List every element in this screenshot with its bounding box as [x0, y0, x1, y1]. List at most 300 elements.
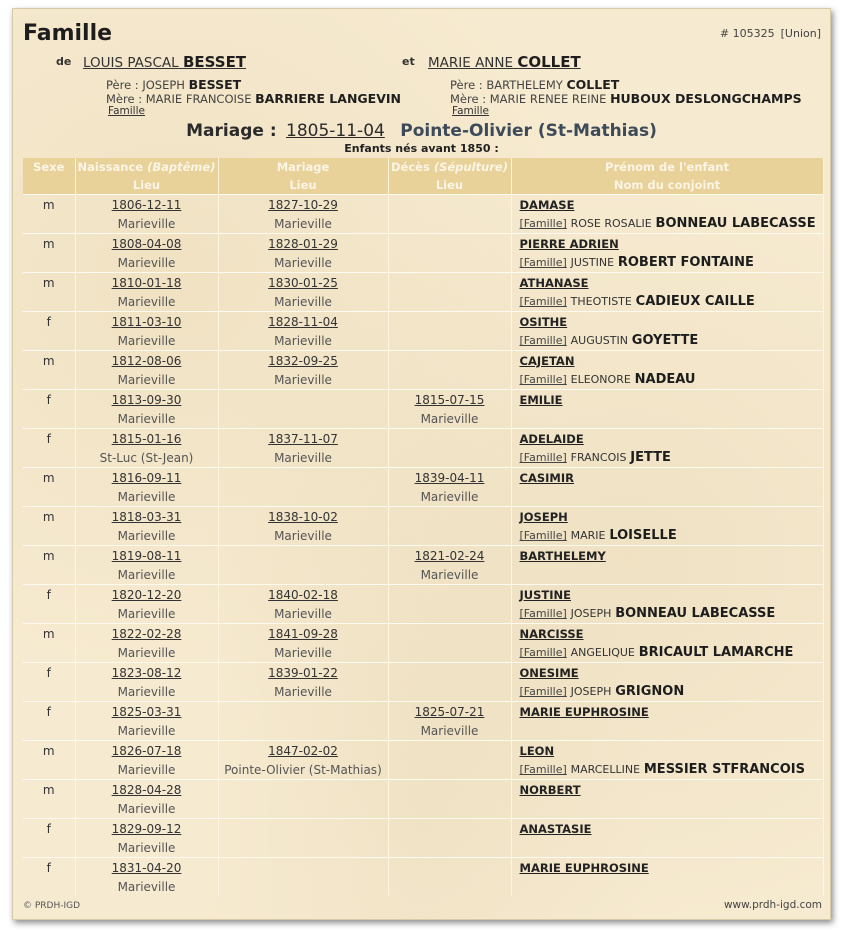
- spouse-cell: [511, 292, 823, 312]
- death-cell: [388, 858, 511, 878]
- marriage-place: Marieville: [218, 643, 388, 663]
- child-name-link[interactable]: ONESIME: [519, 665, 579, 680]
- col-marriage-place: Lieu: [218, 176, 388, 195]
- child-name-cell: [511, 234, 823, 254]
- child-name-link[interactable]: PIERRE ADRIEN: [519, 236, 619, 251]
- death-cell: [388, 819, 511, 839]
- child-place-row: [23, 838, 823, 858]
- child-sex: f: [23, 585, 75, 605]
- child-place-row: [23, 721, 823, 741]
- spouse-last-name: LOISELLE: [609, 528, 677, 543]
- child-sex: f: [23, 858, 75, 878]
- death-place: [388, 760, 511, 780]
- marriage-cell: [218, 780, 388, 800]
- table-header-row-2: [23, 176, 823, 195]
- child-place-row: [23, 448, 823, 468]
- spouse-family-link[interactable]: [Famille]: [519, 685, 567, 698]
- death-date-link[interactable]: 1839-04-11: [414, 470, 485, 485]
- birth-date-link[interactable]: 1820-12-20: [111, 587, 182, 602]
- birth-place: Marieville: [75, 682, 218, 702]
- child-row: [23, 234, 823, 254]
- sex-blank: [23, 721, 75, 741]
- death-place: [388, 331, 511, 351]
- birth-date-link[interactable]: 1822-02-28: [111, 626, 182, 641]
- spouse-last-name: GRIGNON: [615, 684, 685, 699]
- husband-parents-family-link[interactable]: Famille: [108, 105, 145, 117]
- marriage-cell: [218, 858, 388, 878]
- record-info: [714, 27, 821, 40]
- child-name-link[interactable]: JUSTINE: [519, 587, 572, 602]
- death-date-link[interactable]: 1815-07-15: [414, 392, 485, 407]
- marriage-cell: [218, 195, 388, 215]
- child-place-row: [23, 682, 823, 702]
- birth-alt-label: (Baptême): [147, 160, 216, 174]
- husband-father: [106, 78, 241, 92]
- child-name-cell: [511, 507, 823, 527]
- spouse-family-link[interactable]: [Famille]: [519, 334, 567, 347]
- spouse-last-name: BRICAULT LAMARCHE: [638, 645, 794, 660]
- child-name-link[interactable]: OSITHE: [519, 314, 568, 329]
- child-name-link[interactable]: JOSEPH: [519, 509, 568, 524]
- spouse-family-link[interactable]: [Famille]: [519, 763, 567, 776]
- child-row: [23, 585, 823, 605]
- birth-place: Marieville: [75, 370, 218, 390]
- death-cell: [388, 195, 511, 215]
- husband-prefix: de: [56, 55, 72, 68]
- sex-blank: [23, 487, 75, 507]
- birth-date-link[interactable]: 1810-01-18: [111, 275, 182, 290]
- death-date-link[interactable]: 1825-07-21: [414, 704, 485, 719]
- sex-blank: [23, 565, 75, 585]
- death-cell: [388, 273, 511, 293]
- marriage-place: Pointe-Olivier (St-Mathias): [218, 760, 388, 780]
- child-name-cell: [511, 858, 823, 878]
- death-place: [388, 838, 511, 858]
- birth-place: Marieville: [75, 487, 218, 507]
- child-row: [23, 741, 823, 761]
- birth-date-link[interactable]: 1811-03-10: [111, 314, 182, 329]
- child-sex: f: [23, 312, 75, 332]
- col-death-place: Lieu: [388, 176, 511, 195]
- birth-place: Marieville: [75, 526, 218, 546]
- spouse-first-name: JOSEPH: [570, 607, 612, 620]
- death-place: Marieville: [388, 409, 511, 429]
- marriage-place: [218, 721, 388, 741]
- marriage-cell: [218, 702, 388, 722]
- marriage-cell: [218, 585, 388, 605]
- sex-blank: [23, 214, 75, 234]
- spouse-first-name: MARIE: [570, 529, 606, 542]
- spouse-first-name: ELEONORE: [570, 373, 631, 386]
- child-sex: m: [23, 234, 75, 254]
- death-cell: [388, 390, 511, 410]
- child-place-row: [23, 643, 823, 663]
- child-place-row: [23, 409, 823, 429]
- death-cell: [388, 702, 511, 722]
- birth-cell: [75, 702, 218, 722]
- death-place: [388, 643, 511, 663]
- death-cell: [388, 429, 511, 449]
- union-link[interactable]: [Union]: [780, 27, 821, 40]
- marriage-cell: [218, 429, 388, 449]
- sex-blank: [23, 292, 75, 312]
- marriage-cell: [218, 741, 388, 761]
- wife-first-name: MARIE ANNE: [428, 55, 514, 71]
- marriage-date-link[interactable]: 1832-09-25: [268, 353, 338, 368]
- sex-blank: [23, 253, 75, 273]
- sex-blank: [23, 877, 75, 896]
- death-cell: [388, 624, 511, 644]
- sex-blank: [23, 604, 75, 624]
- death-cell: [388, 741, 511, 761]
- child-row: [23, 819, 823, 839]
- death-cell: [388, 663, 511, 683]
- child-row: [23, 507, 823, 527]
- children-table-body: [23, 195, 823, 897]
- wife-parents-family-link[interactable]: Famille: [452, 105, 489, 117]
- marriage-place: Marieville: [218, 292, 388, 312]
- birth-date-link[interactable]: 1828-04-28: [111, 782, 182, 797]
- marriage-date-link[interactable]: 1838-10-02: [268, 509, 338, 524]
- marriage-cell: [218, 507, 388, 527]
- husband-last-name: BESSET: [182, 53, 247, 71]
- marriage-place: Marieville: [218, 253, 388, 273]
- death-place: [388, 877, 511, 896]
- spouse-first-name: FRANCOIS: [570, 451, 627, 464]
- child-name-cell: [511, 702, 823, 722]
- sex-blank: [23, 448, 75, 468]
- birth-cell: [75, 858, 218, 878]
- death-date-link[interactable]: 1821-02-24: [414, 548, 485, 563]
- child-name-link[interactable]: NORBERT: [519, 782, 581, 797]
- child-name-link[interactable]: LEON: [519, 743, 555, 758]
- death-place: [388, 448, 511, 468]
- marriage-cell: [218, 273, 388, 293]
- spouse-first-name: JUSTINE: [570, 256, 615, 269]
- spouse-last-name: BONNEAU LABECASSE: [655, 216, 816, 231]
- family-record-panel: [12, 8, 831, 920]
- spouse-cell: [511, 370, 823, 390]
- child-row: [23, 468, 823, 488]
- spouse-family-link[interactable]: [Famille]: [519, 607, 567, 620]
- child-sex: m: [23, 741, 75, 761]
- mother-first-name: MARIE FRANCOISE: [145, 92, 252, 106]
- child-place-row: [23, 760, 823, 780]
- marriage-date-link[interactable]: 1805-11-04: [286, 121, 385, 141]
- child-name-cell: [511, 546, 823, 566]
- col-sex: Sexe: [23, 158, 75, 176]
- marriage-date-link[interactable]: 1840-02-18: [268, 587, 338, 602]
- spouse-family-link[interactable]: [Famille]: [519, 646, 567, 659]
- birth-date-link[interactable]: 1815-01-16: [111, 431, 182, 446]
- children-heading: Enfants nés avant 1850 :: [344, 142, 499, 155]
- sex-blank: [23, 838, 75, 858]
- birth-date-link[interactable]: 1813-09-30: [111, 392, 182, 407]
- birth-date-link[interactable]: 1829-09-12: [111, 821, 182, 836]
- child-sex: m: [23, 507, 75, 527]
- father-label: Père :: [450, 78, 483, 92]
- child-name-link[interactable]: BARTHELEMY: [519, 548, 606, 563]
- birth-date-link[interactable]: 1819-08-11: [111, 548, 182, 563]
- father-label: Père :: [106, 78, 139, 92]
- birth-date-link[interactable]: 1806-12-11: [111, 197, 182, 212]
- marriage-date-link[interactable]: 1827-10-29: [268, 197, 338, 212]
- child-sex: m: [23, 624, 75, 644]
- marriage-line: [13, 121, 830, 141]
- birth-place: Marieville: [75, 604, 218, 624]
- child-name-link[interactable]: ATHANASE: [519, 275, 589, 290]
- spouse-first-name: JOSEPH: [570, 685, 612, 698]
- death-place: [388, 214, 511, 234]
- death-place: [388, 604, 511, 624]
- death-place: Marieville: [388, 565, 511, 585]
- spouse-cell: [511, 253, 823, 273]
- sex-blank: [23, 370, 75, 390]
- child-row: [23, 429, 823, 449]
- wife-last-name: COLLET: [517, 53, 581, 71]
- child-place-row: [23, 370, 823, 390]
- marriage-cell: [218, 312, 388, 332]
- child-name-cell: [511, 429, 823, 449]
- spouse-family-link[interactable]: [Famille]: [519, 217, 567, 230]
- marriage-cell: [218, 546, 388, 566]
- marriage-cell: [218, 819, 388, 839]
- death-cell: [388, 507, 511, 527]
- spouse-first-name: ROSE ROSALIE: [570, 217, 652, 230]
- birth-place: St-Luc (St-Jean): [75, 448, 218, 468]
- child-name-link[interactable]: ADELAIDE: [519, 431, 584, 446]
- birth-date-link[interactable]: 1831-04-20: [111, 860, 182, 875]
- spouse-last-name: MESSIER STFRANCOIS: [643, 762, 805, 777]
- child-name-cell: [511, 468, 823, 488]
- death-cell: [388, 468, 511, 488]
- birth-place: Marieville: [75, 214, 218, 234]
- spouse-last-name: GOYETTE: [631, 333, 699, 348]
- birth-date-link[interactable]: 1818-03-31: [111, 509, 182, 524]
- child-sex: m: [23, 351, 75, 371]
- child-row: [23, 351, 823, 371]
- husband-mother: [106, 92, 401, 106]
- death-place: Marieville: [388, 721, 511, 741]
- birth-place: Marieville: [75, 877, 218, 896]
- col-death: [388, 158, 511, 176]
- husband-first-name: LOUIS PASCAL: [83, 55, 179, 71]
- spouse-cell: [511, 331, 823, 351]
- spouse-cell: [511, 409, 823, 429]
- marriage-cell: [218, 390, 388, 410]
- marriage-place: [218, 565, 388, 585]
- birth-date-link[interactable]: 1826-07-18: [111, 743, 182, 758]
- child-name-cell: [511, 351, 823, 371]
- child-place-row: [23, 331, 823, 351]
- child-sex: m: [23, 468, 75, 488]
- child-name-cell: [511, 273, 823, 293]
- child-name-link[interactable]: MARIE EUPHROSINE: [519, 704, 649, 719]
- child-name-link[interactable]: DAMASE: [519, 197, 575, 212]
- spouse-cell: [511, 214, 823, 234]
- child-row: [23, 702, 823, 722]
- birth-date-link[interactable]: 1812-08-06: [111, 353, 182, 368]
- child-row: [23, 663, 823, 683]
- spouse-cell: [511, 448, 823, 468]
- marriage-place: Marieville: [218, 448, 388, 468]
- spouse-family-link[interactable]: [Famille]: [519, 295, 567, 308]
- birth-cell: [75, 546, 218, 566]
- spouse-family-link[interactable]: [Famille]: [519, 373, 567, 386]
- death-label: Décès: [391, 160, 430, 174]
- child-sex: f: [23, 429, 75, 449]
- child-place-row: [23, 487, 823, 507]
- marriage-date-link[interactable]: 1839-01-22: [268, 665, 338, 680]
- birth-place: Marieville: [75, 799, 218, 819]
- marriage-place: Marieville: [218, 214, 388, 234]
- birth-date-link[interactable]: 1825-03-31: [111, 704, 182, 719]
- wife-name-link[interactable]: [428, 53, 581, 71]
- child-sex: f: [23, 390, 75, 410]
- col-birth-place: Lieu: [75, 176, 218, 195]
- father-last-name: COLLET: [566, 77, 620, 92]
- death-place: [388, 292, 511, 312]
- birth-cell: [75, 780, 218, 800]
- marriage-place: [218, 799, 388, 819]
- mother-last-name: HUBOUX DESLONGCHAMPS: [610, 91, 802, 106]
- wife-father: [450, 78, 619, 92]
- birth-place: Marieville: [75, 721, 218, 741]
- death-cell: [388, 780, 511, 800]
- spouse-family-link[interactable]: [Famille]: [519, 451, 567, 464]
- marriage-place: [218, 838, 388, 858]
- birth-label: Naissance: [77, 160, 144, 174]
- marriage-date-link[interactable]: 1830-01-25: [268, 275, 338, 290]
- child-name-cell: [511, 819, 823, 839]
- marriage-place: Marieville: [218, 604, 388, 624]
- marriage-label: Mariage :: [186, 121, 277, 141]
- birth-cell: [75, 585, 218, 605]
- marriage-place: [218, 409, 388, 429]
- child-name-link[interactable]: CASIMIR: [519, 470, 574, 485]
- child-name-cell: [511, 624, 823, 644]
- death-place: [388, 370, 511, 390]
- table-header-row-1: [23, 158, 823, 176]
- birth-place: Marieville: [75, 331, 218, 351]
- child-row: [23, 546, 823, 566]
- child-place-row: [23, 214, 823, 234]
- birth-place: Marieville: [75, 760, 218, 780]
- child-name-link[interactable]: NARCISSE: [519, 626, 584, 641]
- birth-place: Marieville: [75, 643, 218, 663]
- marriage-cell: [218, 234, 388, 254]
- child-sex: f: [23, 819, 75, 839]
- child-place-row: [23, 604, 823, 624]
- child-name-cell: [511, 741, 823, 761]
- birth-date-link[interactable]: 1816-09-11: [111, 470, 182, 485]
- birth-cell: [75, 468, 218, 488]
- marriage-date-link[interactable]: 1847-02-02: [268, 743, 338, 758]
- child-place-row: [23, 877, 823, 896]
- marriage-date-link[interactable]: 1841-09-28: [268, 626, 338, 641]
- page-title: Famille: [23, 21, 113, 46]
- marriage-cell: [218, 624, 388, 644]
- spouse-family-link[interactable]: [Famille]: [519, 529, 567, 542]
- marriage-date-link[interactable]: 1837-11-07: [268, 431, 338, 446]
- mother-first-name: MARIE RENEE REINE: [489, 92, 607, 106]
- birth-place: Marieville: [75, 409, 218, 429]
- spouse-cell: [511, 760, 823, 780]
- child-sex: m: [23, 780, 75, 800]
- child-sex: m: [23, 195, 75, 215]
- birth-date-link[interactable]: 1808-04-08: [111, 236, 182, 251]
- child-name-link[interactable]: CAJETAN: [519, 353, 575, 368]
- birth-place: Marieville: [75, 253, 218, 273]
- spouse-first-name: MARCELLINE: [570, 763, 641, 776]
- children-table: [23, 158, 824, 896]
- col-spouse-name: Nom du conjoint: [511, 176, 823, 195]
- birth-cell: [75, 234, 218, 254]
- site-url: www.prdh-igd.com: [723, 899, 822, 911]
- marriage-date-link[interactable]: 1828-11-04: [268, 314, 338, 329]
- spouse-cell: [511, 565, 823, 585]
- death-place: [388, 253, 511, 273]
- spouse-first-name: THEOTISTE: [570, 295, 632, 308]
- birth-date-link[interactable]: 1823-08-12: [111, 665, 182, 680]
- sex-blank: [23, 799, 75, 819]
- husband-name-link[interactable]: [83, 53, 246, 71]
- child-row: [23, 195, 823, 215]
- spouse-family-link[interactable]: [Famille]: [519, 256, 567, 269]
- marriage-place: Pointe-Olivier (St-Mathias): [400, 121, 657, 141]
- father-last-name: BESSET: [188, 77, 242, 92]
- sex-blank: [23, 331, 75, 351]
- child-row: [23, 273, 823, 293]
- marriage-place: Marieville: [218, 526, 388, 546]
- spouse-cell: [511, 838, 823, 858]
- spouse-last-name: JETTE: [630, 450, 671, 465]
- spouse-first-name: ANGELIQUE: [570, 646, 635, 659]
- spouse-cell: [511, 487, 823, 507]
- child-name-link[interactable]: EMILIE: [519, 392, 563, 407]
- record-number: # 105325: [719, 27, 775, 40]
- sex-blank: [23, 760, 75, 780]
- col-marriage: Mariage: [218, 158, 388, 176]
- child-name-cell: [511, 390, 823, 410]
- spouse-cell: [511, 604, 823, 624]
- birth-cell: [75, 819, 218, 839]
- marriage-place: [218, 877, 388, 896]
- father-first-name: BARTHELEMY: [486, 78, 563, 92]
- spouse-cell: [511, 682, 823, 702]
- death-alt-label: (Sépulture): [433, 160, 508, 174]
- child-sex: m: [23, 273, 75, 293]
- spouse-cell: [511, 643, 823, 663]
- wife-mother: [450, 92, 802, 106]
- death-cell: [388, 312, 511, 332]
- birth-cell: [75, 312, 218, 332]
- child-row: [23, 312, 823, 332]
- wife-prefix: et: [402, 55, 415, 68]
- child-place-row: [23, 292, 823, 312]
- child-place-row: [23, 526, 823, 546]
- birth-cell: [75, 195, 218, 215]
- mother-last-name: BARRIERE LANGEVIN: [255, 91, 401, 106]
- death-place: [388, 799, 511, 819]
- child-name-link[interactable]: MARIE EUPHROSINE: [519, 860, 649, 875]
- sex-blank: [23, 682, 75, 702]
- child-name-link[interactable]: ANASTASIE: [519, 821, 592, 836]
- sex-blank: [23, 526, 75, 546]
- child-sex: f: [23, 663, 75, 683]
- spouse-cell: [511, 877, 823, 896]
- marriage-date-link[interactable]: 1828-01-29: [268, 236, 338, 251]
